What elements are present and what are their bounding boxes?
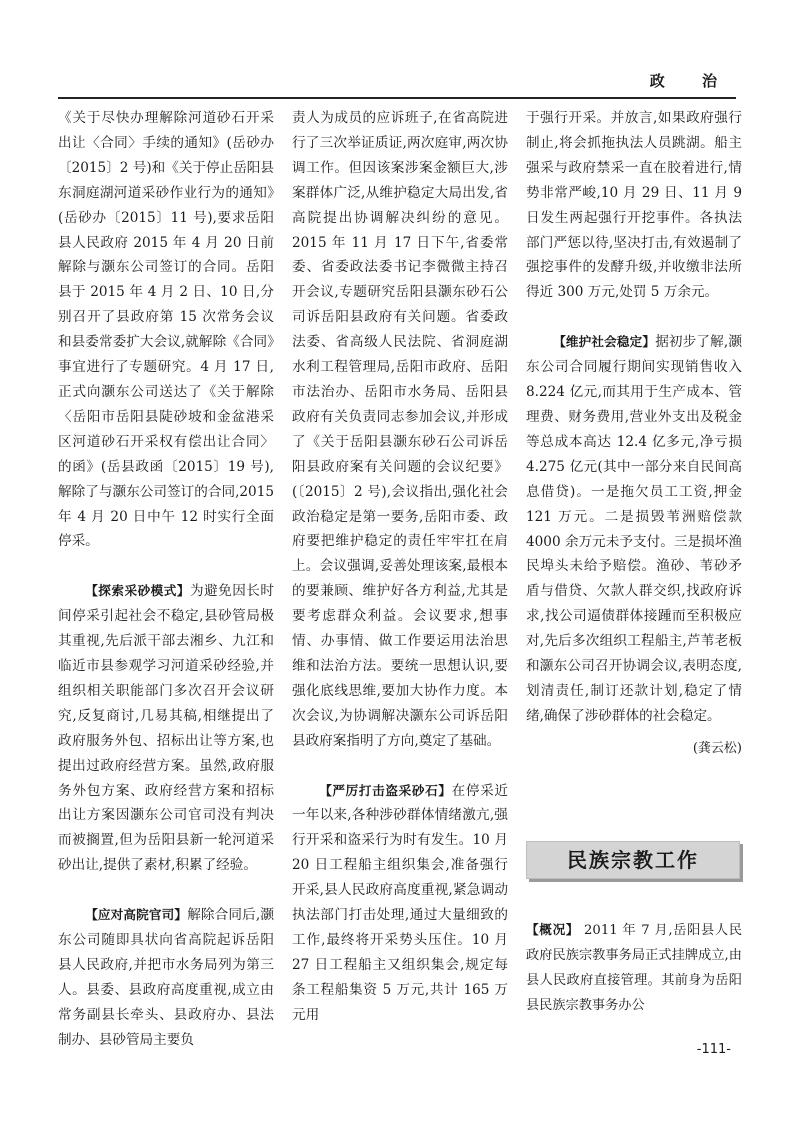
paragraph: 于强行开采。并放言,如果政府强行制止,将会抓拖执法人员跳湖。船主强采与政府禁采一直在胶着进行,情势非常严峻,10 月 29 日、11 月 9 日发生两起强行开挖事件。各执法部门严惩以待,坚决打击,有效遏制了强挖事件的发酵升级,并收缴非法所得近 300 万元,处罚 5 万余元。 [526,110,742,301]
section-heading: 【严厉打击盗采砂石】 [319,782,452,798]
paragraph-text: 据初步了解,灏东公司合同履行期间实现销售收入 8.224 亿元,而其用于生产成本、管理费、财务费用,营业外支出及税金等总成本高达 12.4 亿多元,净亏损 4.275 亿元(其中一部分来自民间高息借贷)。一是拖欠员工工资,押金 121 万元。二是损毁苇洲赔偿款 4000 余万元未予支付。三是损坏渔民埠头未给予赔偿。渔砂、苇砂矛盾与借贷、欠款人群交织,找政府诉求,找公司逼债群体接踵而至积极应对,先后多次组织工程船主,芦苇老板和灏东公司召开协调会议,表明态度,划清责任,制订还款计划,稳定了情绪,确保了涉砂群体的社会稳定。 [526,334,743,724]
section-heading: 【探索采砂模式】 [85,583,190,599]
author-signature: (龚云松) [692,740,742,756]
paragraph: 《关于尽快办理解除河道砂石开采出让〈合同〉手续的通知》(岳砂办〔2015〕2 号)和《关于停止岳阳县东洞庭湖河道采砂作业行为的通知》(岳砂办〔2015〕11 号),要求岳阳县人民政府 2015 年 4 月 20 日前解除与灏东公司签订的合同。岳阳县于 2015 年 4 月 2 日、10 日,分别召开了县政府第 15 次常务会议和县委常委扩大会议,就解除《合同》事宜进行了专题研究。4 月 17 日,正式向灏东公司送达了《关于解除〈岳阳市岳阳县陡砂坡和金盆港采区河道砂石开采权有偿出让合同〉的函》(岳县政函〔2015〕19 号),解除了与灏东公司签订的合同,2015 年 4 月 20 日中午 12 时实行全面停采。 [58,110,274,550]
paragraph-text: 在停采近一年以来,各种涉砂群体情绪激亢,强行开采和盗采行为时有发生。10 月 20 日工程船主组织集会,准备强行开采,县人民政府高度重视,紧急调动执法部门打击处理,通过大量细致的工作,最终将开采势头压住。10 月 27 日工程船主又组织集会,规定每条工程船集资 5 万元,共计 165 万元用 [292,782,509,1023]
column-2 [292,106,508,1028]
paragraph [58,903,274,1052]
header-rule [58,97,736,99]
page-number: -111- [696,1042,731,1057]
paragraph [526,330,742,729]
page-header-title: 政 治 [649,72,733,90]
paragraph [292,779,508,1028]
paragraph: 责人为成员的应诉班子,在省高院进行了三次举证质证,两次庭审,两次协调工作。但因该案涉案金额巨大,涉案群体广泛,从维护稳定大局出发,省高院提出协调解决纠纷的意见。2015 年 11 月 17 日下午,省委常委、省委政法委书记李微微主持召开会议,专题研究岳阳县灏东砂石公司诉岳阳县政府有关问题。省委政法委、省高级人民法院、省洞庭湖水利工程管理局,岳阳市政府、岳阳市法治办、岳阳市水务局、岳阳县政府有关负责同志参加会议,并形成了《关于岳阳县灏东砂石公司诉岳阳县政府案有关问题的会议纪要》(〔2015〕2 号),会议指出,强化社会政治稳定是第一要务,岳阳市委、政府要把维护稳定的责任牢牢扛在肩上。会议强调,妥善处理该案,最根本的要兼顾、维护好各方利益,尤其是要考虑群众利益。会议要求,想事情、办事情、做工作要运用法治思维和法治方法。要统一思想认识,要强化底线思维,要加大协作力度。本次会议,为协调解决灏东公司诉岳阳县政府案指明了方向,奠定了基础。 [292,110,508,749]
column-1 [58,106,274,1053]
section-heading: 【维护社会稳定】 [553,334,656,350]
paragraph [58,579,274,878]
section-heading: 【概况】 [526,922,580,937]
column-3-lower [526,918,742,1019]
paragraph-text: 为避免因长时间停采引起社会不稳定,县砂管局极其重视,先后派干部去湘乡、九江和临近市县参观学习河道采砂经验,并组织相关职能部门多次召开会议研究,反复商讨,几易其稿,相继提出了政府服务外包、招标出让等方案,也提出过政府经营方案。虽然,政府服务外包方案、政府经营方案和招标出让方案因灏东公司官司没有判决而被搁置,但为岳阳县新一轮河道采砂出让,提供了素材,积累了经验。 [58,583,274,874]
column-3 [526,106,742,762]
section-heading: 【应对高院官司】 [85,907,188,923]
section-title-box: 民族宗教工作 [526,841,740,879]
paragraph-text: 2011 年 7 月,岳阳县人民政府民族宗教事务局正式挂牌成立,由县人民政府直接管理。其前身为岳阳县民族宗教事务办公 [526,923,743,1013]
paragraph-text: 解除合同后,灏东公司随即具状向省高院起诉岳阳县人民政府,并把市水务局列为第三人。县委、县政府高度重视,成立由常务副县长牵头、县政府办、县法制办、县砂管局主要负 [58,907,275,1048]
paragraph [526,918,742,1019]
